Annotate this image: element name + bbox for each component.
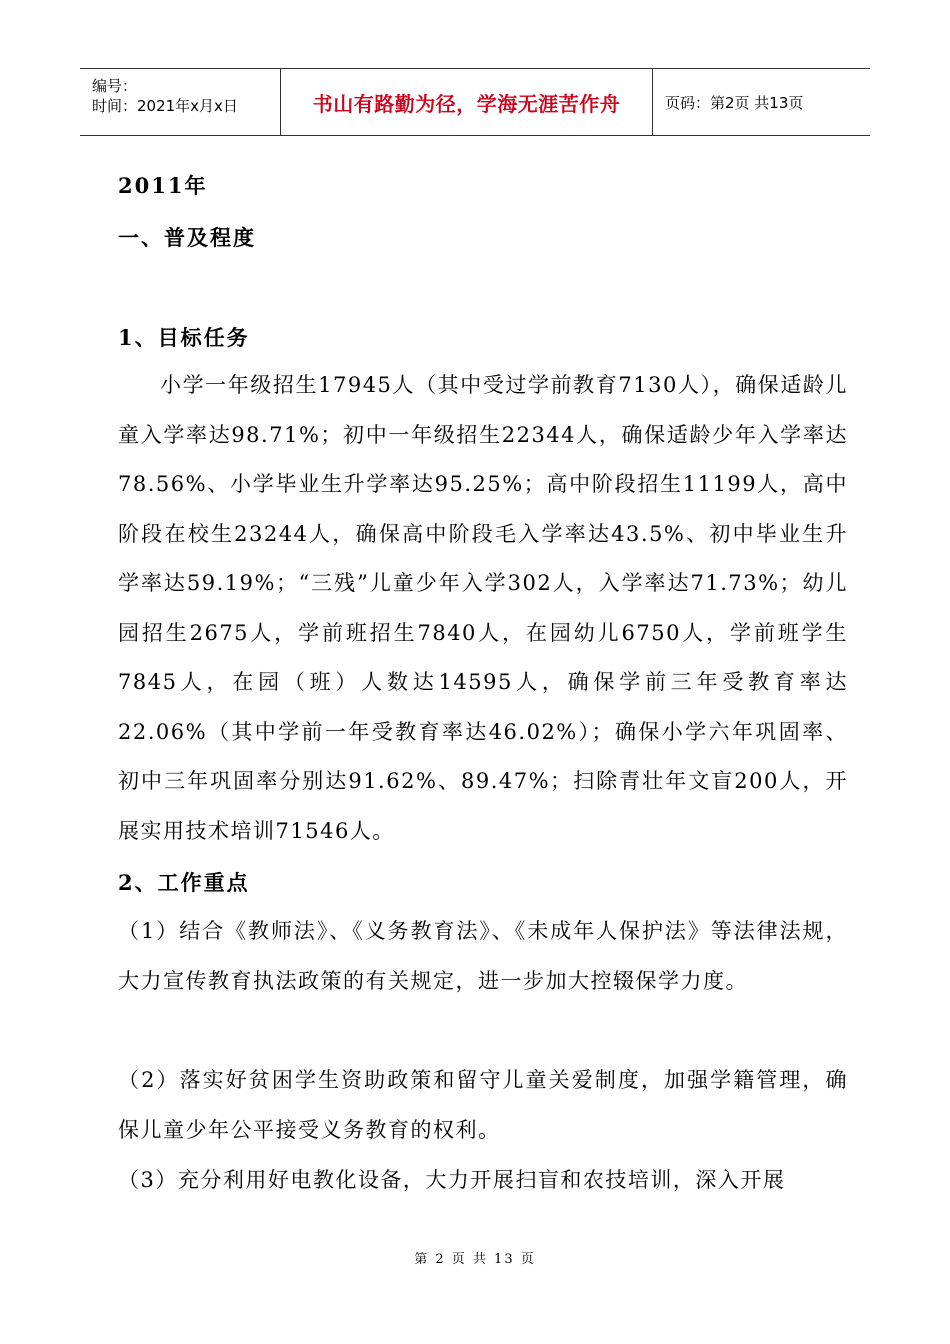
- header-motto: [281, 69, 653, 135]
- year-heading: 2011年: [118, 173, 208, 198]
- page-header: [80, 68, 870, 136]
- header-meta: [80, 69, 281, 135]
- focus-item-2: （2）落实好贫困学生资助政策和留守儿童关爱制度，加强学籍管理，确保儿童少年公平接受义务教育的权利。: [118, 1068, 848, 1142]
- targets-paragraph: 小学一年级招生17945人（其中受过学前教育7130人），确保适龄儿童入学率达98.71%；初中一年级招生22344人，确保适龄少年入学率达78.56%、小学毕业生升学率达95.25%；高中阶段招生11199人，高中阶段在校生23244人，确保高中阶段毛入学率达43.5%、初中毕业生升学率达59.19%；“三残”儿童少年入学302人，入学率达71.73%；幼儿园招生2675人，学前班招生7840人，在园幼儿6750人，学前班学生7845人，在园（班）人数达14595人，确保学前三年受教育率达22.06%（其中学前一年受教育率达46.02%）；确保小学六年巩固率、初中三年巩固率分别达91.62%、89.47%；扫除青壮年文盲200人，开展实用技术培训71546人。: [118, 373, 848, 843]
- focus-item-3: （3）充分利用好电教化设备，大力开展扫盲和农技培训，深入开展: [118, 1168, 786, 1192]
- page-footer: 第 2 页 共 13 页: [414, 1252, 536, 1267]
- date-label: 时间：2021年x月x日: [92, 97, 238, 115]
- page-info-text: 页码：第2页 共13页: [665, 93, 804, 112]
- subsection-title-targets: 1、目标任务: [118, 325, 250, 350]
- number-label: 编号：: [92, 77, 138, 95]
- section-title: 一、普及程度: [118, 225, 256, 250]
- header-page-info: [653, 69, 870, 135]
- subsection-title-focus: 2、工作重点: [118, 870, 250, 895]
- motto-text: 书山有路勤为径，学海无涯苦作舟: [312, 91, 621, 116]
- focus-item-1: （1）结合《教师法》、《义务教育法》、《未成年人保护法》等法律法规，大力宣传教育执法政策的有关规定，进一步加大控辍保学力度。: [118, 919, 848, 993]
